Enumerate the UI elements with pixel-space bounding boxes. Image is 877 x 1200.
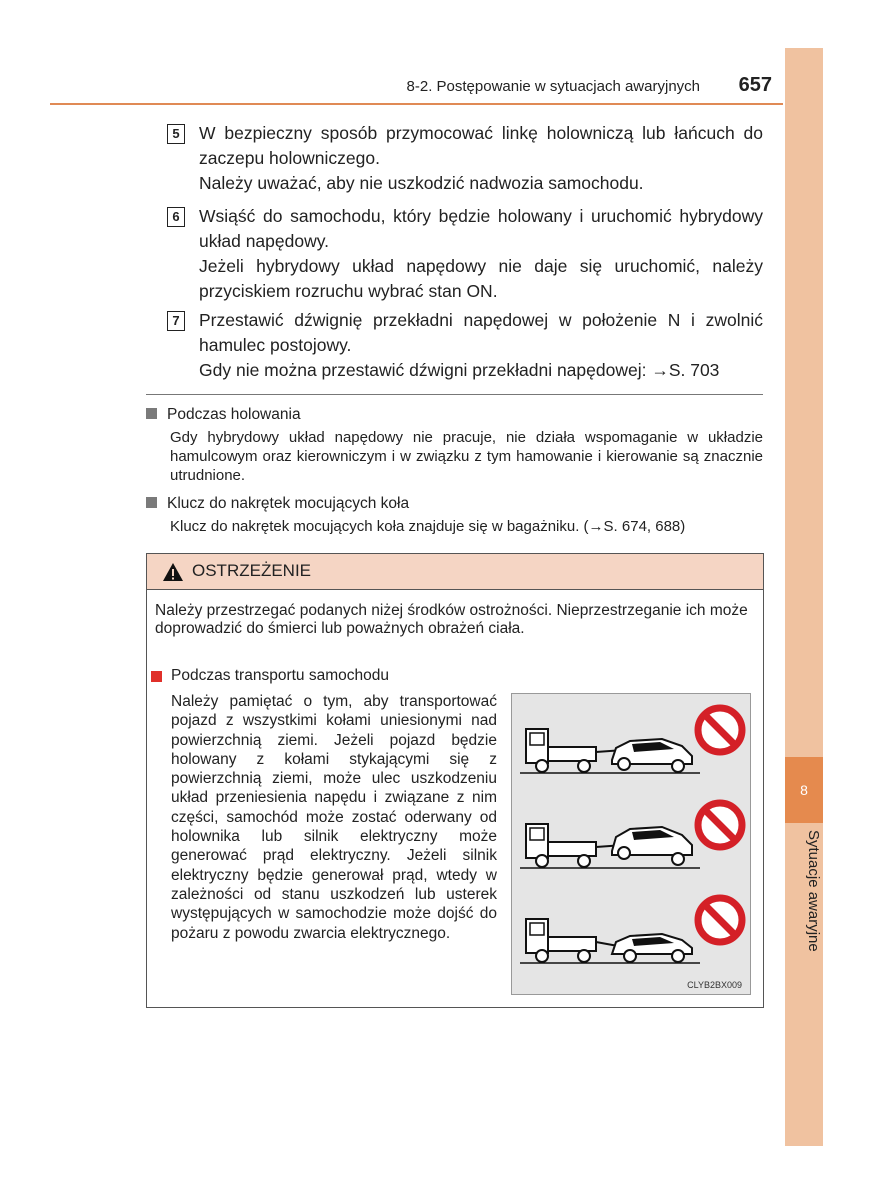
towing-illustration xyxy=(511,693,751,995)
warning-body: Należy pamiętać o tym, aby transportować pojazd z wszystkimi kołami uniesionymi nad powierzchnią ziemi. Jeżeli pojazd będzie holowany z kołami stykającymi się z powierzchnią ziemi, może ulec uszkodzeniu układ przeniesienia napędu i związane z nim części, samochód może zostać oderwany od holownika lub silnik elektryczny może generować prąd elektryczny. Jeżeli silnik elektryczny będzie generował prąd, wtedy w zależności od stanu uszkodzeń lub usterek występujących w samochodzie może dojść do pożaru z powodu zwarcia elektrycznego. xyxy=(171,693,497,942)
info-title: Podczas holowania xyxy=(167,406,301,423)
square-bullet-icon xyxy=(146,408,157,419)
chapter-label: Sytuacje awaryjne xyxy=(805,830,822,952)
step-text: Wsiąść do samochodu, który będzie holowany i uruchomić hybrydowy układ napędowy. xyxy=(199,206,763,251)
warning-triangle-icon xyxy=(162,562,184,582)
warning-box xyxy=(146,553,764,1008)
warning-subheading: Podczas transportu samochodu xyxy=(171,667,389,684)
scene-3 xyxy=(520,898,742,963)
warning-title: OSTRZEŻENIE xyxy=(192,561,312,580)
chapter-number: 8 xyxy=(785,757,823,823)
step-7 xyxy=(167,308,763,383)
page-number: 657 xyxy=(738,74,772,96)
step-number: 7 xyxy=(167,311,185,331)
section-divider xyxy=(146,394,763,395)
step-text: W bezpieczny sposób przymocować linkę holowniczą lub łańcuch do zaczepu holowniczego. xyxy=(199,123,763,168)
step-text: Przestawić dźwignię przekładni napędowej w położenie N i zwolnić hamulec postojowy. xyxy=(199,310,763,355)
step-number: 5 xyxy=(167,124,185,144)
info-wrench xyxy=(146,494,763,536)
info-title: Klucz do nakrętek mocujących koła xyxy=(167,495,410,512)
red-square-bullet-icon xyxy=(151,671,162,682)
chapter-side-tab xyxy=(785,48,823,1146)
info-towing xyxy=(146,405,763,485)
section-title: 8-2. Postępowanie w sytuacjach awaryjnych xyxy=(406,78,700,95)
step-note: Jeżeli hybrydowy układ napędowy nie daje się uruchomić, należy przyciskiem rozruchu wybrać stan ON. xyxy=(199,256,763,301)
info-body: Gdy hybrydowy układ napędowy nie pracuje, nie działa wspomaganie w układzie hamulcowym oraz kierowniczym i w związku z tym hamowanie i kierowanie są znacznie utrudnione. xyxy=(170,429,763,484)
warning-intro: Należy przestrzegać podanych niżej środków ostrożności. Nieprzestrzeganie ich może doprowadzić do śmierci lub poważnych obrażeń ciała. xyxy=(155,602,748,637)
step-number: 6 xyxy=(167,207,185,227)
step-note: Należy uważać, aby nie uszkodzić nadwozia samochodu. xyxy=(199,173,644,193)
header-rule xyxy=(50,103,783,105)
illustration-code: CLYB2BX009 xyxy=(687,980,742,990)
step-note: Gdy nie można przestawić dźwigni przekładni napędowej: →S. 703 xyxy=(199,360,720,380)
square-bullet-icon xyxy=(146,497,157,508)
step-6 xyxy=(167,204,763,304)
warning-header xyxy=(147,554,763,590)
towing-scenes-image xyxy=(512,694,750,994)
scene-2 xyxy=(520,803,742,868)
scene-1 xyxy=(520,708,742,773)
step-5 xyxy=(167,121,763,196)
info-body: Klucz do nakrętek mocujących koła znajduje się w bagażniku. (→S. 674, 688) xyxy=(170,518,686,535)
